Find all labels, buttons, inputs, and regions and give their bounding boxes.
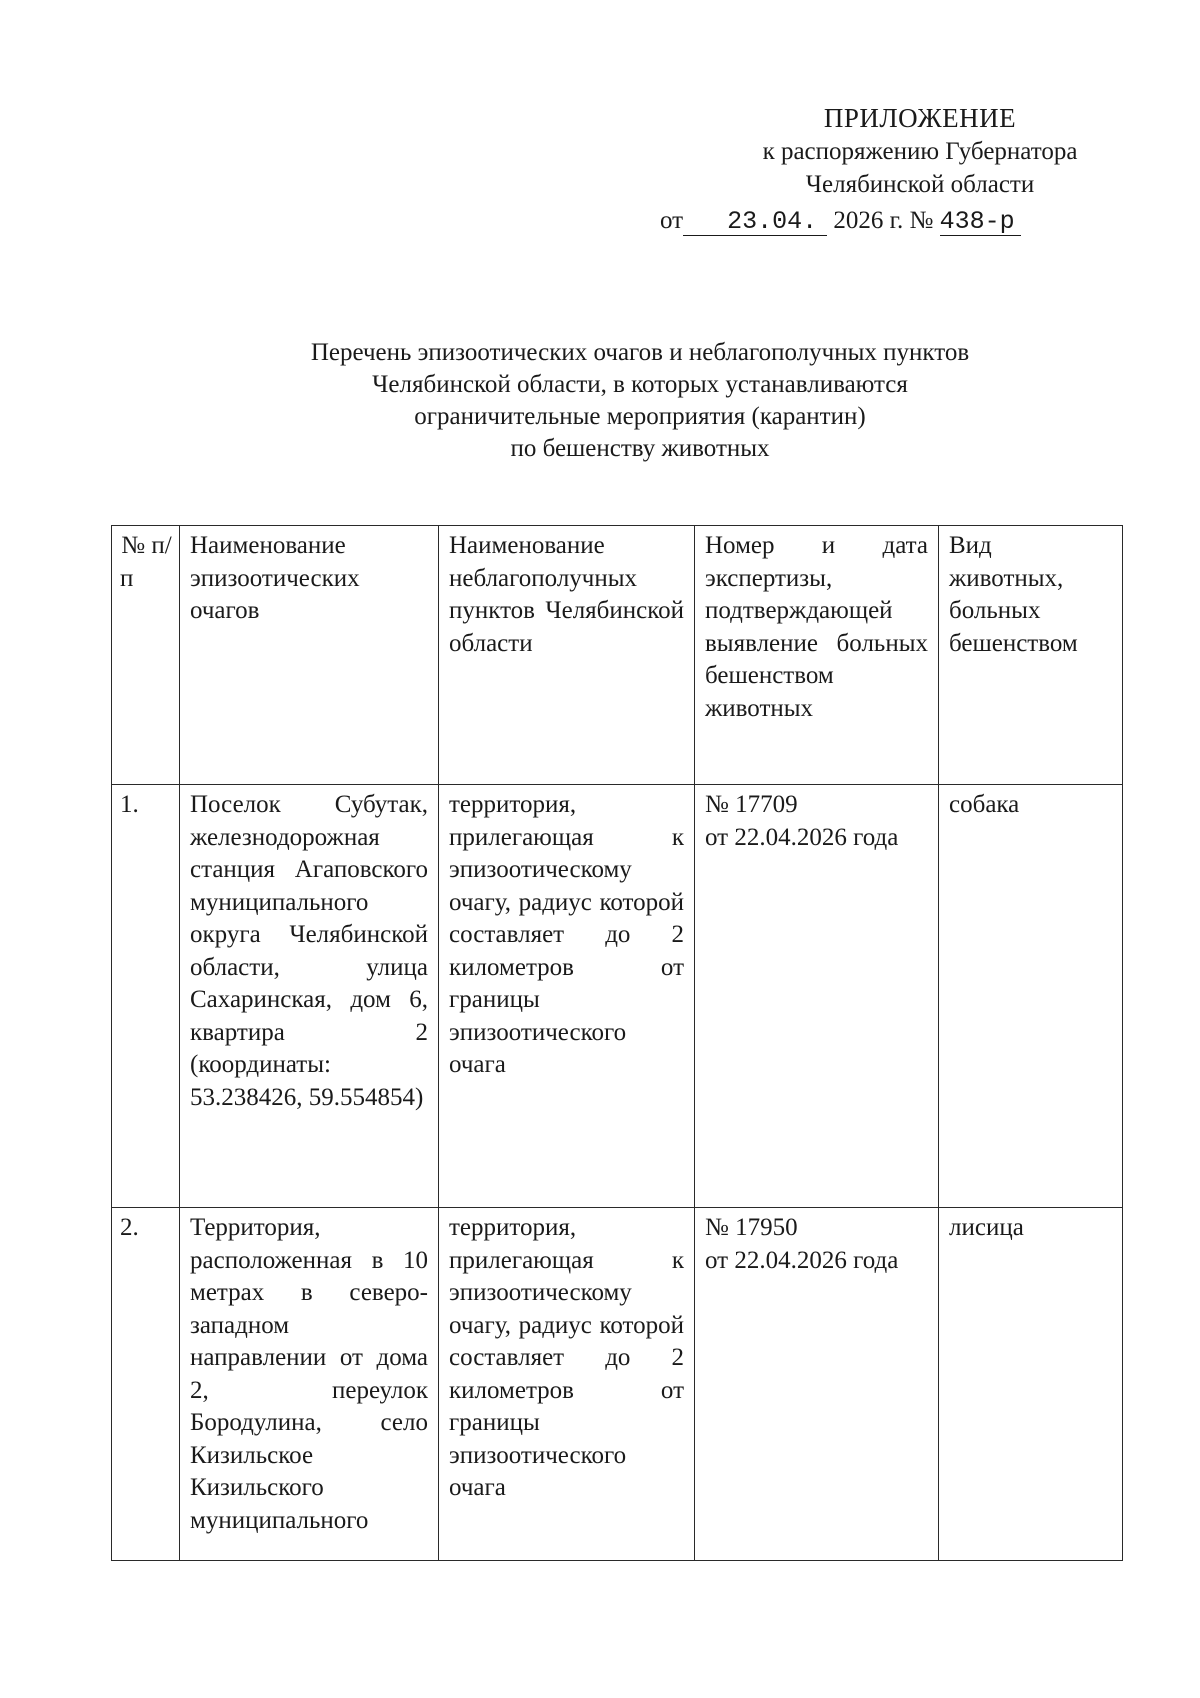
appendix-line-order: к распоряжению Губернатора	[762, 138, 1078, 165]
appendix-dateline	[660, 204, 1140, 237]
date-prefix: от	[660, 207, 684, 234]
row-num: 1.	[112, 785, 180, 1208]
expertise-number: № 17709	[705, 791, 798, 818]
heading-line-3: ограничительные мероприятия (карантин)	[414, 403, 866, 430]
heading-line-4: по бешенству животных	[510, 435, 770, 462]
header-focus: Наименование эпизоотических очагов	[180, 526, 439, 785]
row-num: 2.	[112, 1208, 180, 1561]
expertise-date: от 22.04.2026 года	[705, 1246, 899, 1274]
date-value: 23.04.	[683, 209, 827, 236]
table-header-row	[112, 526, 1123, 785]
appendix-line-region: Челябинской области	[805, 171, 1035, 198]
table-row	[112, 1208, 1123, 1561]
expertise-date: от 22.04.2026 года	[705, 823, 899, 851]
row-animal: собака	[939, 785, 1123, 1208]
expertise-number: № 17950	[705, 1214, 798, 1241]
order-number: 438-р	[940, 209, 1021, 236]
row-expertise	[695, 1208, 939, 1561]
year-number-label: 2026 г. №	[833, 207, 934, 234]
row-animal: лисица	[939, 1208, 1123, 1561]
heading-line-2: Челябинской области, в которых устанавливаются	[372, 371, 908, 398]
header-area: Наименование неблагополучных пунктов Челябинской области	[439, 526, 695, 785]
row-area: территория, прилегающая к эпизоотическому очагу, радиус которой составляет до 2 километров от границы эпизоотического очага	[439, 1208, 695, 1561]
header-animal: Вид животных, больных бешенством	[939, 526, 1123, 785]
table-row	[112, 785, 1123, 1208]
document-heading	[140, 337, 1140, 465]
appendix-block	[660, 102, 1140, 236]
heading-line-1: Перечень эпизоотических очагов и неблагополучных пунктов	[310, 339, 970, 366]
row-focus: Территория, расположенная в 10 метрах в северо-западном направлении от дома 2, переулок Бородулина, село Кизильское Кизильского муниципального	[180, 1208, 439, 1561]
header-expertise: Номер и дата экспертизы, подтверждающей выявление больных бешенством животных	[695, 526, 939, 785]
quarantine-table	[111, 525, 1123, 1561]
row-focus: Поселок Субутак, железнодорожная станция Агаповского муниципального округа Челябинской области, улица Сахаринская, дом 6, квартира 2 (координаты: 53.238426, 59.554854)	[180, 785, 439, 1208]
row-area: территория, прилегающая к эпизоотическому очагу, радиус которой составляет до 2 километров от границы эпизоотического очага	[439, 785, 695, 1208]
header-num: № п/п	[112, 526, 180, 785]
row-expertise	[695, 785, 939, 1208]
appendix-title: ПРИЛОЖЕНИЕ	[823, 103, 1017, 133]
